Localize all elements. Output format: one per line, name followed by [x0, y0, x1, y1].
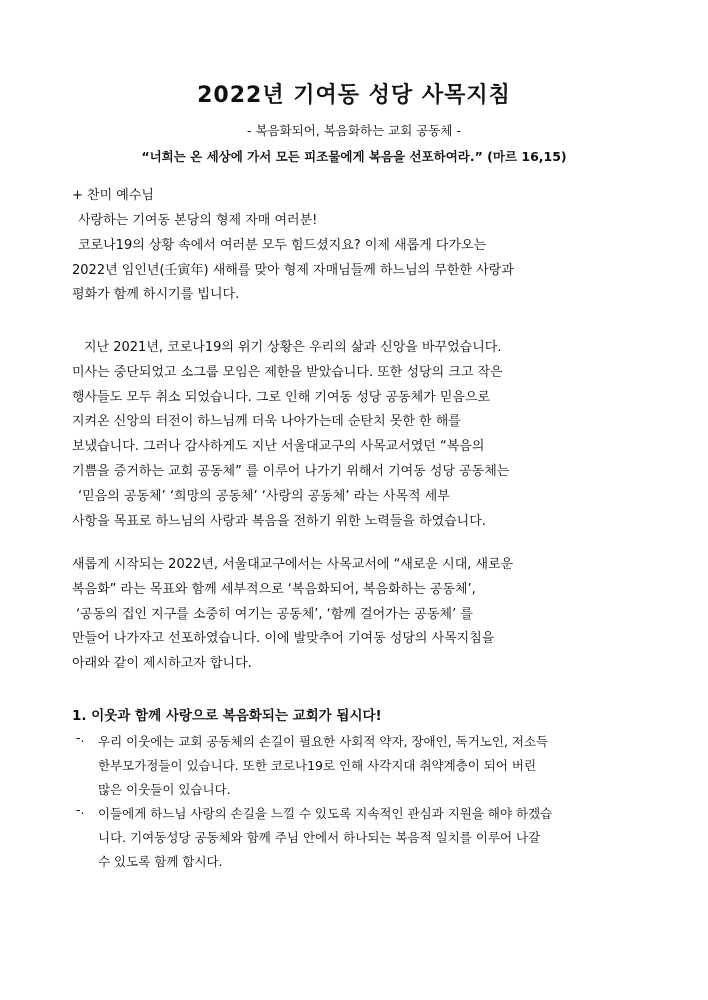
section-1-list	[76, 730, 656, 874]
document-subtitle: - 복음화되어, 복음화하는 교회 공동체 -	[247, 123, 461, 138]
scripture-quote: “너희는 온 세상에 가서 모든 피조물에게 복음을 선포하여라.” (마르 16,15)	[141, 149, 567, 164]
paragraph-line: 아래와 같이 제시하고자 합니다.	[72, 656, 252, 672]
intro-line: 2022년 임인년(壬寅年) 새해를 맞아 형제 자매님들께 하느님의 무한한 사랑과	[72, 262, 514, 278]
paragraph-line: 행사들도 모두 취소 되었습니다. 그로 인해 기여동 성당 공동체가 믿음으로	[72, 389, 491, 405]
paragraph-line: 지켜온 신앙의 터전이 하느님께 더욱 나아가는데 순탄치 못한 한 해를	[72, 414, 461, 430]
paragraph-line: 미사는 중단되었고 소그룹 모임은 제한을 받았습니다. 또한 성당의 크고 작은	[72, 364, 503, 380]
paragraph-line: ‘믿음의 공동체’ ‘희망의 공동체’ ‘사랑의 공동체’ 라는 사목적 세부	[78, 488, 450, 504]
intro-line: 사랑하는 기여동 본당의 형제 자매 여러분!	[78, 213, 318, 228]
list-bullet: -.	[76, 730, 85, 745]
list-item-line: 많은 이웃들이 있습니다.	[98, 782, 231, 797]
list-item	[76, 730, 656, 802]
paragraph-line: 보냈습니다. 그러나 감사하게도 지난 서울대교구의 사목교서였던 “복음의	[72, 439, 485, 455]
intro-paragraph	[72, 209, 642, 308]
list-item-line: 니다. 기여동성당 공동체와 함께 주님 안에서 하나되는 복음적 일치를 이루어 나갈	[98, 830, 541, 845]
paragraph-line: 기쁨을 증거하는 교회 공동체” 를 이루어 나가기 위해서 기여동 성당 공동체는	[72, 463, 510, 479]
paragraph-line: 지난 2021년, 코로나19의 위기 상황은 우리의 삶과 신앙을 바꾸었습니다.	[84, 340, 502, 355]
intro-line: 평화가 함께 하시기를 빕니다.	[72, 287, 240, 303]
paragraph-line: 복음화” 라는 목표와 함께 세부적으로 ‘복음화되어, 복음화하는 공동체’,	[72, 581, 476, 597]
paragraph-line: 만들어 나가자고 선포하였습니다. 이에 발맞추어 기여동 성당의 사목지침을	[72, 631, 495, 647]
list-item-line: 이들에게 하느님 사랑의 손길을 느낄 수 있도록 지속적인 관심과 지원을 해야 하겠습	[98, 806, 553, 821]
list-item	[76, 802, 656, 874]
greeting-block	[72, 184, 642, 209]
paragraph-2022-direction	[72, 553, 642, 677]
paragraph-2021-review	[72, 336, 642, 534]
paragraph-line: ‘공동의 집인 지구를 소중히 여기는 공동체’, ‘함께 걸어가는 공동체’ 를	[76, 606, 473, 622]
greeting: + 찬미 예수님	[72, 188, 154, 203]
list-item-line: 수 있도록 함께 합시다.	[98, 854, 223, 869]
section-1-title: 1. 이웃과 함께 사랑으로 복음화되는 교회가 됩시다!	[72, 708, 382, 724]
paragraph-line: 새롭게 시작되는 2022년, 서울대교구에서는 사목교서에 “새로운 시대, 새로운	[72, 557, 514, 572]
list-bullet: -.	[76, 802, 85, 817]
intro-line: 코로나19의 상황 속에서 여러분 모두 힘드셨지요? 이제 새롭게 다가오는	[78, 237, 487, 253]
document-title: 2022년 기여동 성당 사목지침	[197, 83, 511, 108]
list-item-line: 한부모가정들이 있습니다. 또한 코로나19로 인해 사각지대 취약계층이 되어 버린	[98, 758, 537, 773]
paragraph-line: 사항을 목표로 하느님의 사랑과 복음을 전하기 위한 노력들을 하였습니다.	[72, 513, 486, 529]
list-item-line: 우리 이웃에는 교회 공동체의 손길이 필요한 사회적 약자, 장애인, 독거노인, 저소득	[98, 734, 549, 749]
